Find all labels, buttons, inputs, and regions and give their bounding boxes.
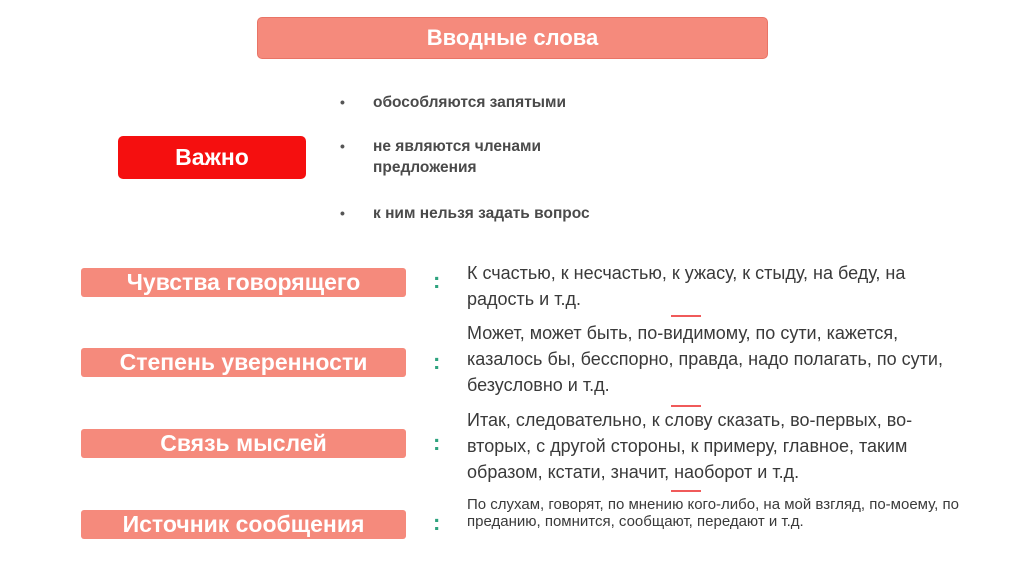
bullet-text: обособляются запятыми [373, 94, 567, 111]
category-feelings: Чувства говорящего [81, 268, 406, 297]
category-certainty: Степень уверенности [81, 348, 406, 377]
bullet-item [340, 136, 640, 178]
bullet-item [340, 92, 640, 113]
page-title: Вводные слова [257, 17, 768, 59]
category-source-text: По слухам, говорят, по мнению кого-либо, на мой взгляд, по-моему, по преданию, помнится, сообщают, передают и т.д. [467, 496, 959, 530]
category-source: Источник сообщения [81, 510, 406, 539]
bullet-dot-icon: • [340, 138, 345, 154]
accent-divider [671, 315, 701, 317]
category-certainty-text: Может, может быть, по-видимому, по сути, кажется, казалось бы, бесспорно, правда, надо полагать, по сути, безусловно и т.д. [467, 323, 943, 395]
category-connection-text: Итак, следовательно, к слову сказать, во-первых, во-вторых, с другой стороны, к примеру, главное, таким образом, кстати, значит, наоборот и т.д. [467, 410, 913, 482]
category-colon: : [433, 510, 441, 535]
bullet-dot-icon: • [340, 94, 345, 110]
bullet-item [340, 203, 640, 224]
bullet-text: не являются членами предложения [373, 138, 541, 176]
important-label: Важно [118, 136, 306, 179]
category-colon: : [433, 349, 441, 374]
bullet-dot-icon: • [340, 205, 345, 221]
accent-divider [671, 490, 701, 492]
bullet-text: к ним нельзя задать вопрос [373, 205, 590, 222]
category-colon: : [433, 430, 441, 455]
category-colon: : [433, 268, 441, 293]
category-connection: Связь мыслей [81, 429, 406, 458]
category-feelings-text: К счастью, к несчастью, к ужасу, к стыду, на беду, на радость и т.д. [467, 263, 906, 309]
